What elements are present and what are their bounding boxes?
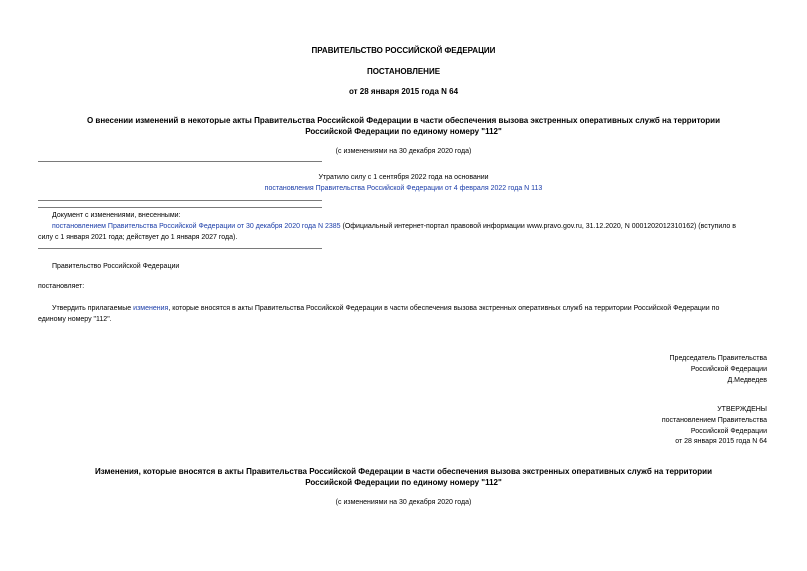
approve-paragraph: [52, 305, 772, 312]
changes-source-link[interactable]: постановлением Правительства Российской Федерации от 30 декабря 2020 года N 2385: [52, 223, 341, 230]
document-title-line2: Российской Федерации по единому номеру "112": [305, 127, 502, 136]
government-line: Правительство Российской Федерации: [52, 263, 180, 270]
document-type: ПОСТАНОВЛЕНИЕ: [366, 67, 441, 76]
approved-by: постановлением Правительства: [661, 417, 767, 424]
divider: [38, 161, 322, 162]
approved-date: от 28 января 2015 года N 64: [675, 438, 767, 445]
changes-source: [52, 223, 772, 230]
changes-title-line2: Российской Федерации по единому номеру "112": [305, 478, 502, 487]
expired-basis-link[interactable]: постановления Правительства Российской Федерации от 4 февраля 2022 года N 113: [264, 185, 543, 192]
document-date-number: от 28 января 2015 года N 64: [348, 87, 459, 96]
changes-title-line1: Изменения, которые вносятся в акты Правительства Российской Федерации в части обеспечения вызова экстренных оперативных служб на территории: [94, 467, 713, 476]
expired-note: Утратило силу с 1 сентября 2022 года на основании: [318, 174, 489, 181]
approved-country: Российской Федерации: [690, 428, 767, 435]
document-title-line1: О внесении изменений в некоторые акты Правительства Российской Федерации в части обеспечения вызова экстренных оперативных служб на территории: [86, 116, 721, 125]
edition-note: (с изменениями на 30 декабря 2020 года): [335, 148, 472, 155]
approve-prefix: Утвердить прилагаемые: [52, 305, 134, 312]
divider: [38, 248, 322, 249]
approve-changes-link[interactable]: изменения: [133, 305, 169, 312]
approved-stamp-title: УТВЕРЖДЕНЫ: [717, 406, 767, 413]
divider: [38, 200, 322, 201]
signature-country: Российской Федерации: [690, 366, 767, 373]
signature-position: Председатель Правительства: [669, 355, 767, 362]
divider: [38, 207, 322, 208]
changes-source-details: (Официальный интернет-портал правовой информации www.pravo.gov.ru, 31.12.2020, N 0001202012310162) (вступило в: [340, 223, 736, 230]
changes-validity: силу с 1 января 2021 года; действует до 1 января 2027 года).: [38, 234, 238, 241]
decides-line: постановляет:: [38, 283, 85, 290]
changes-edition-note: (с изменениями на 30 декабря 2020 года): [335, 499, 472, 506]
approve-paragraph-end: единому номеру "112".: [38, 316, 112, 323]
government-heading: ПРАВИТЕЛЬСТВО РОССИЙСКОЙ ФЕДЕРАЦИИ: [311, 46, 496, 55]
signature-name: Д.Медведев: [727, 377, 767, 384]
approve-rest: , которые вносятся в акты Правительства Российской Федерации в части обеспечения вызова экстренных оперативных служб на территории Российской Федерации по: [168, 305, 720, 312]
changes-intro: Документ с изменениями, внесенными:: [52, 212, 181, 219]
